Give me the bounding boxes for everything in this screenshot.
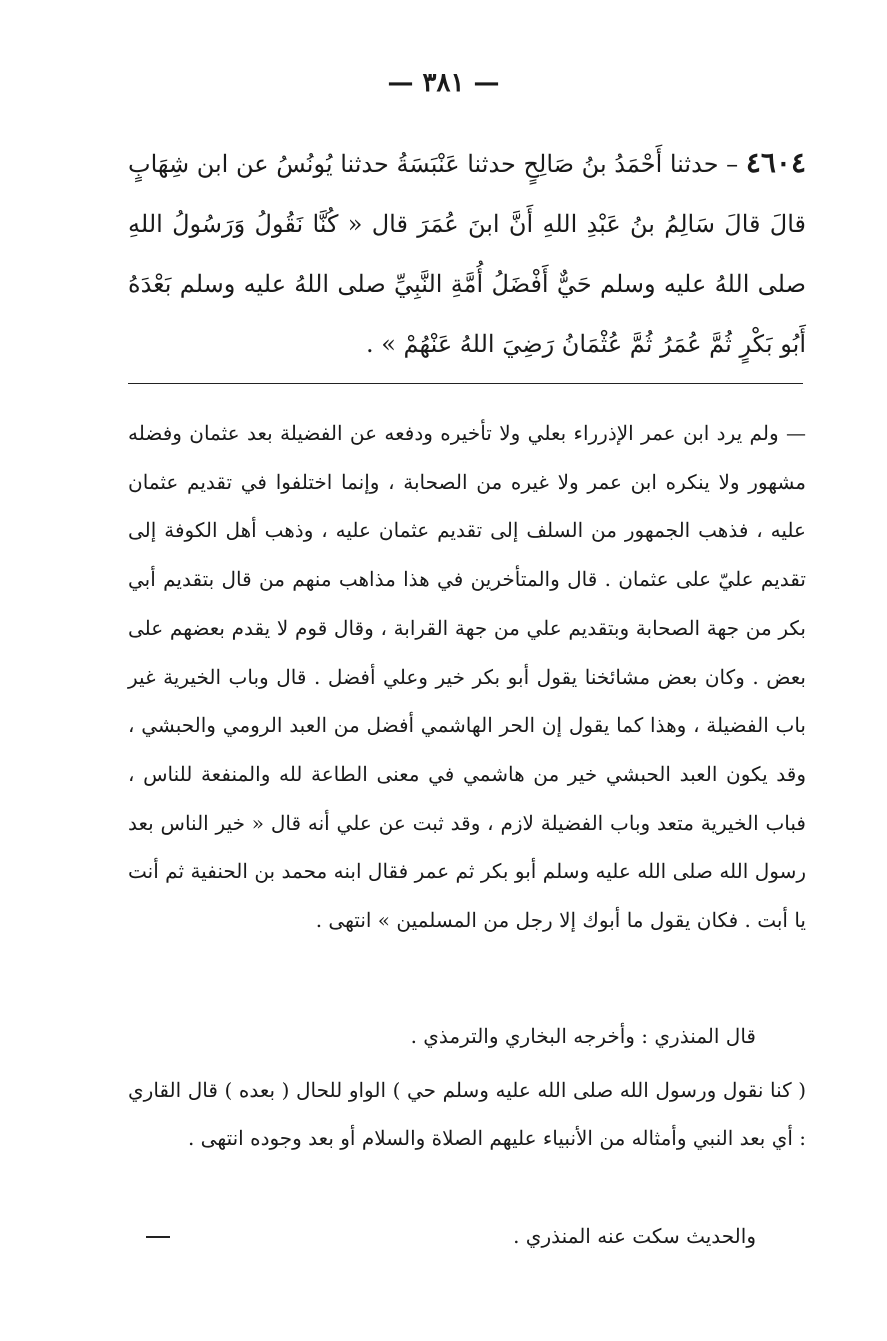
hadith-text-block [128, 133, 806, 374]
mundhiri-note: قال المنذري : وأخرجه البخاري والترمذي . [410, 1024, 756, 1048]
section-divider [128, 383, 803, 384]
hadith-text: – حدثنا أَحْمَدُ بنُ صَالِحٍ حدثنا عَنْبَسَةُ حدثنا يُونُسُ عن ابن شِهَابٍ قالَ قالَ سَالِمُ بنُ عَبْدِ اللهِ أَنَّ ابنَ عُمَرَ قال « كُنَّا نَقُولُ وَرَسُولُ اللهِ صلى اللهُ عليه وسلم حَيٌّ أَفْضَلُ أُمَّةِ النَّبِيِّ صلى اللهُ عليه وسلم بَعْدَهُ أَبُو بَكْرٍ ثُمَّ عُمَرُ ثُمَّ عُثْمَانُ رَضِيَ اللهُ عَنْهُمْ » . [128, 150, 806, 358]
end-dash [146, 1236, 170, 1238]
hadith-number: ٤٦٠٤ [745, 146, 806, 179]
final-note: والحديث سكت عنه المنذري . [513, 1224, 756, 1248]
commentary-paragraph: — ولم يرد ابن عمر الإذرراء بعلي ولا تأخيره ودفعه عن الفضيلة بعد عثمان وفضله مشهور ولا ينكره ابن عمر ولا غيره من الصحابة ، وإنما اختلفوا في تقديم عثمان عليه ، فذهب الجمهور من السلف إلى تقديم عثمان عليه ، وذهب أهل الكوفة إلى تقديم عليّ على عثمان . قال والمتأخرين في هذا مذاهب منهم من قال بتقديم أبي بكر من جهة الصحابة وبتقديم علي من جهة القرابة ، وقال قوم لا يقدم بعضهم على بعض . وكان بعض مشائخنا يقول أبو بكر خير وعلي أفضل . قال وباب الخيرية غير باب الفضيلة ، وهذا كما يقول إن الحر الهاشمي أفضل من العبد الرومي والحبشي ، وقد يكون العبد الحبشي خير من هاشمي في معنى الطاعة لله والمنفعة للناس ، فباب الخيرية متعد وباب الفضيلة لازم ، وقد ثبت عن علي أنه قال « خير الناس بعد رسول الله صلى الله عليه وسلم أبو بكر ثم عمر فقال ابنه محمد بن الحنفية ثم أنت يا أبت . فكان يقول ما أبوك إلا رجل من المسلمين » انتهى . [128, 421, 806, 933]
page-number: — ٣٨١ — [387, 68, 500, 98]
qari-note: ( كنا نقول ورسول الله صلى الله عليه وسلم حي ) الواو للحال ( بعده ) قال القاري : أي بعد النبي وأمثاله من الأنبياء عليهم الصلاة والسلام أو بعد وجوده انتهى . [128, 1078, 807, 1150]
